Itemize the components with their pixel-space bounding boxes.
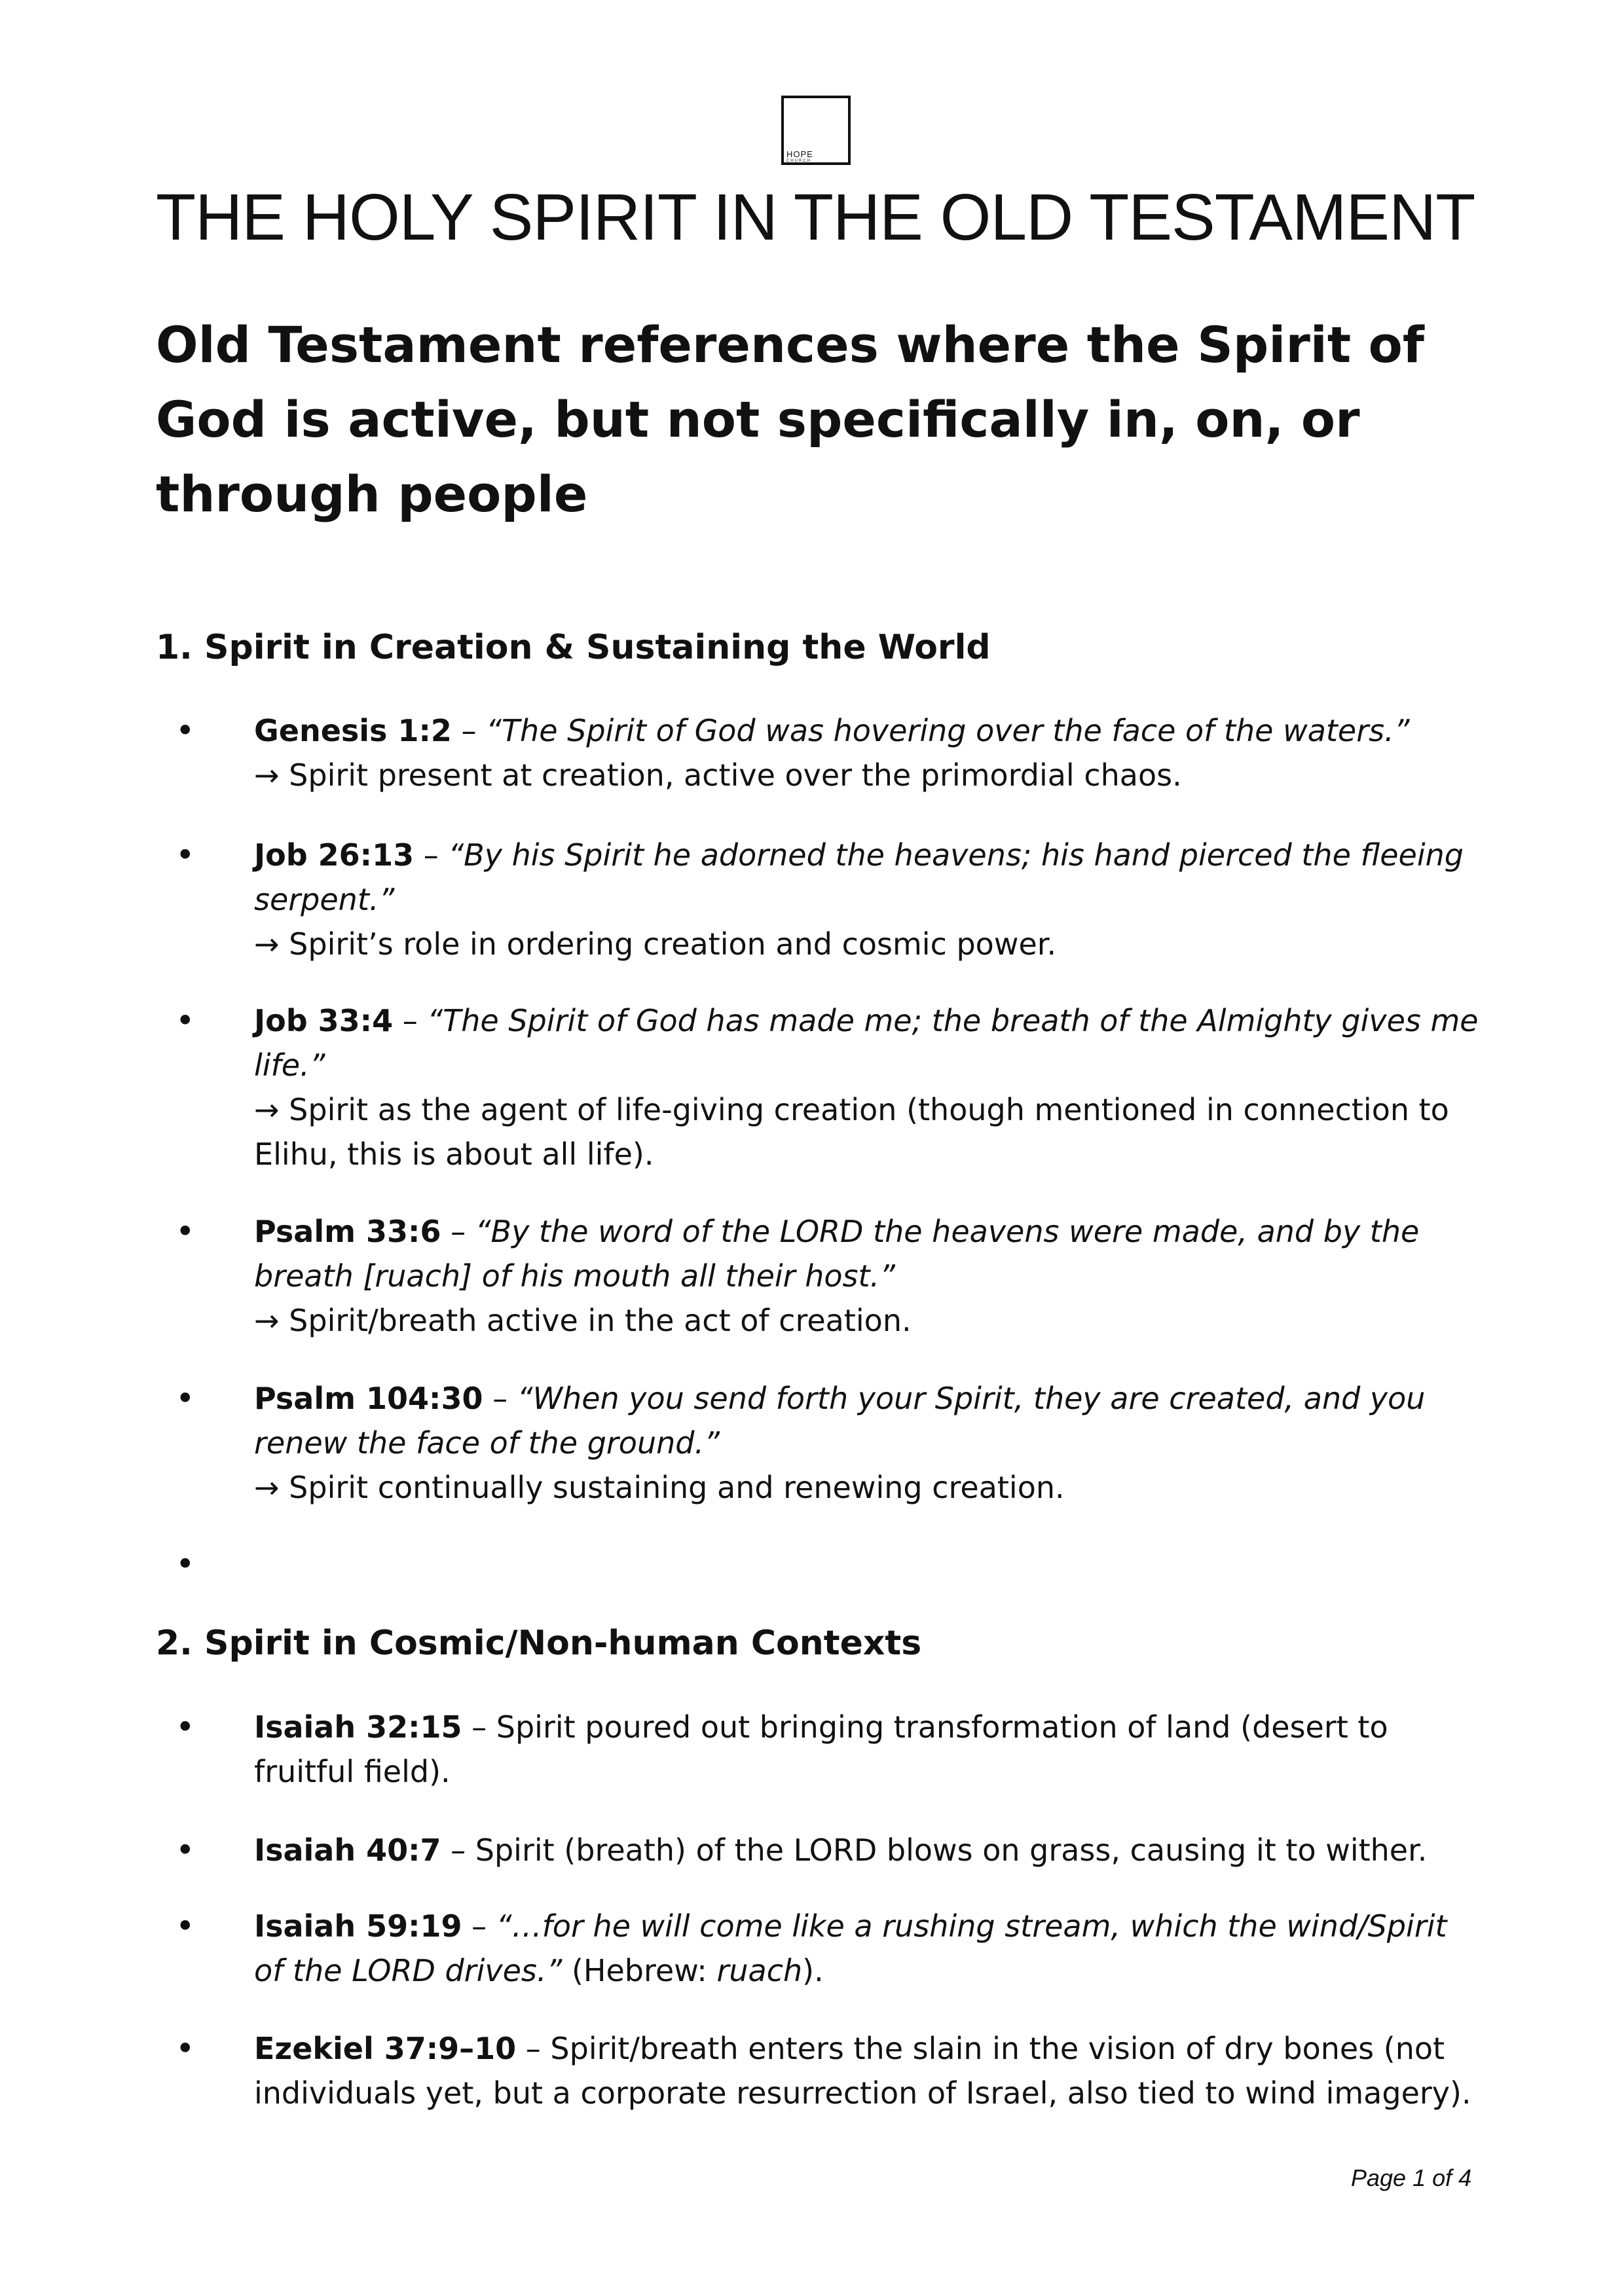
page-number: Page 1 of 4 bbox=[1351, 2164, 1472, 2191]
separator: – bbox=[451, 713, 487, 748]
bullet: • bbox=[175, 1379, 195, 1417]
entry-note: → Spirit’s role in ordering creation and cosmic power. bbox=[254, 926, 1057, 962]
entry-description: Spirit/breath enters the slain in the vision of dry bones (not individuals yet, but a corporate resurrection of Israel, also tied to wind imagery). bbox=[254, 2031, 1471, 2111]
scripture-reference: Genesis 1:2 bbox=[254, 713, 452, 748]
list-item bbox=[175, 1705, 1485, 1794]
entry-note: → Spirit/breath active in the act of creation. bbox=[254, 1303, 912, 1338]
section-heading-creation: 1. Spirit in Creation & Sustaining the World bbox=[156, 628, 991, 667]
logo-text: HOPE bbox=[786, 149, 813, 159]
list-item bbox=[175, 998, 1485, 1176]
scripture-reference: Ezekiel 37:9–10 bbox=[254, 2031, 517, 2066]
entry-note: → Spirit present at creation, active over the primordial chaos. bbox=[254, 757, 1182, 793]
bullet: • bbox=[175, 2030, 195, 2068]
entry-text bbox=[254, 2026, 1485, 2115]
scripture-quote: “The Spirit of God was hovering over the face of the waters.” bbox=[486, 713, 1410, 748]
separator: – bbox=[483, 1381, 517, 1416]
entry-note: → Spirit as the agent of life-giving creation (though mentioned in connection to Elihu, this is about all life). bbox=[254, 1092, 1449, 1172]
bullet: • bbox=[175, 1708, 195, 1746]
page-subtitle: Old Testament references where the Spirit of God is active, but not specifically in, on, or through people bbox=[156, 316, 1424, 523]
scripture-quote: “…for he will come like a rushing stream, which the wind/Spirit of the LORD drives.” bbox=[254, 1908, 1447, 1988]
list-item bbox=[175, 1376, 1485, 1510]
entry-text bbox=[254, 998, 1485, 1176]
entry-text bbox=[254, 1705, 1485, 1794]
list-item bbox=[175, 1904, 1485, 1993]
page-title: THE HOLY SPIRIT IN THE OLD TESTAMENT bbox=[156, 181, 1475, 254]
scripture-reference: Isaiah 32:15 bbox=[254, 1709, 462, 1745]
entry-description-end: ). bbox=[802, 1953, 824, 1988]
list-item bbox=[175, 833, 1485, 966]
list-item bbox=[175, 1828, 1485, 1872]
entry-text bbox=[254, 1904, 1485, 1993]
scripture-reference: Isaiah 40:7 bbox=[254, 1832, 441, 1868]
hebrew-term: ruach bbox=[716, 1953, 803, 1988]
entry-text bbox=[254, 1828, 1485, 1872]
separator: – bbox=[441, 1832, 475, 1868]
separator: – bbox=[516, 2031, 551, 2066]
scripture-reference: Job 33:4 bbox=[254, 1003, 394, 1038]
entry-description: Spirit (breath) of the LORD blows on grass, causing it to wither. bbox=[475, 1832, 1428, 1868]
section-heading-cosmic: 2. Spirit in Cosmic/Non-human Contexts bbox=[156, 1624, 922, 1663]
separator: – bbox=[414, 837, 449, 873]
separator: – bbox=[462, 1908, 496, 1944]
bullet: • bbox=[175, 1831, 195, 1869]
logo-subtext: CHURCH bbox=[786, 159, 811, 163]
list-item bbox=[175, 2026, 1485, 2115]
entry-description: Spirit poured out bringing transformation of land (desert to fruitful field). bbox=[254, 1709, 1388, 1789]
entry-text bbox=[254, 833, 1485, 966]
scripture-reference: Isaiah 59:19 bbox=[254, 1908, 462, 1944]
entry-text bbox=[254, 1209, 1485, 1343]
scripture-quote: “By his Spirit he adorned the heavens; his hand pierced the fleeing serpent.” bbox=[254, 837, 1464, 917]
separator: – bbox=[393, 1003, 428, 1038]
separator: – bbox=[462, 1709, 496, 1745]
scripture-quote: “By the word of the LORD the heavens were made, and by the breath [ruach] of his mouth all their host.” bbox=[254, 1214, 1420, 1294]
bullet: • bbox=[175, 712, 195, 750]
scripture-quote: “The Spirit of God has made me; the breath of the Almighty gives me life.” bbox=[254, 1003, 1479, 1083]
bullet: • bbox=[175, 836, 195, 874]
list-item bbox=[175, 1209, 1485, 1343]
entry-description: (Hebrew: bbox=[562, 1953, 717, 1988]
list-item bbox=[175, 708, 1485, 797]
separator: – bbox=[441, 1214, 475, 1249]
bullet: • bbox=[175, 1212, 195, 1250]
scripture-reference: Job 26:13 bbox=[254, 837, 415, 873]
scripture-reference: Psalm 33:6 bbox=[254, 1214, 441, 1249]
bullet: • bbox=[175, 1907, 195, 1945]
entry-note: → Spirit continually sustaining and renewing creation. bbox=[254, 1470, 1065, 1505]
scripture-reference: Psalm 104:30 bbox=[254, 1381, 483, 1416]
bullet: • bbox=[175, 1545, 195, 1583]
scripture-quote: “When you send forth your Spirit, they are created, and you renew the face of the ground.” bbox=[254, 1381, 1426, 1461]
church-logo bbox=[781, 96, 851, 165]
entry-text bbox=[254, 1376, 1485, 1510]
entry-text bbox=[254, 708, 1485, 797]
bullet: • bbox=[175, 1002, 195, 1040]
